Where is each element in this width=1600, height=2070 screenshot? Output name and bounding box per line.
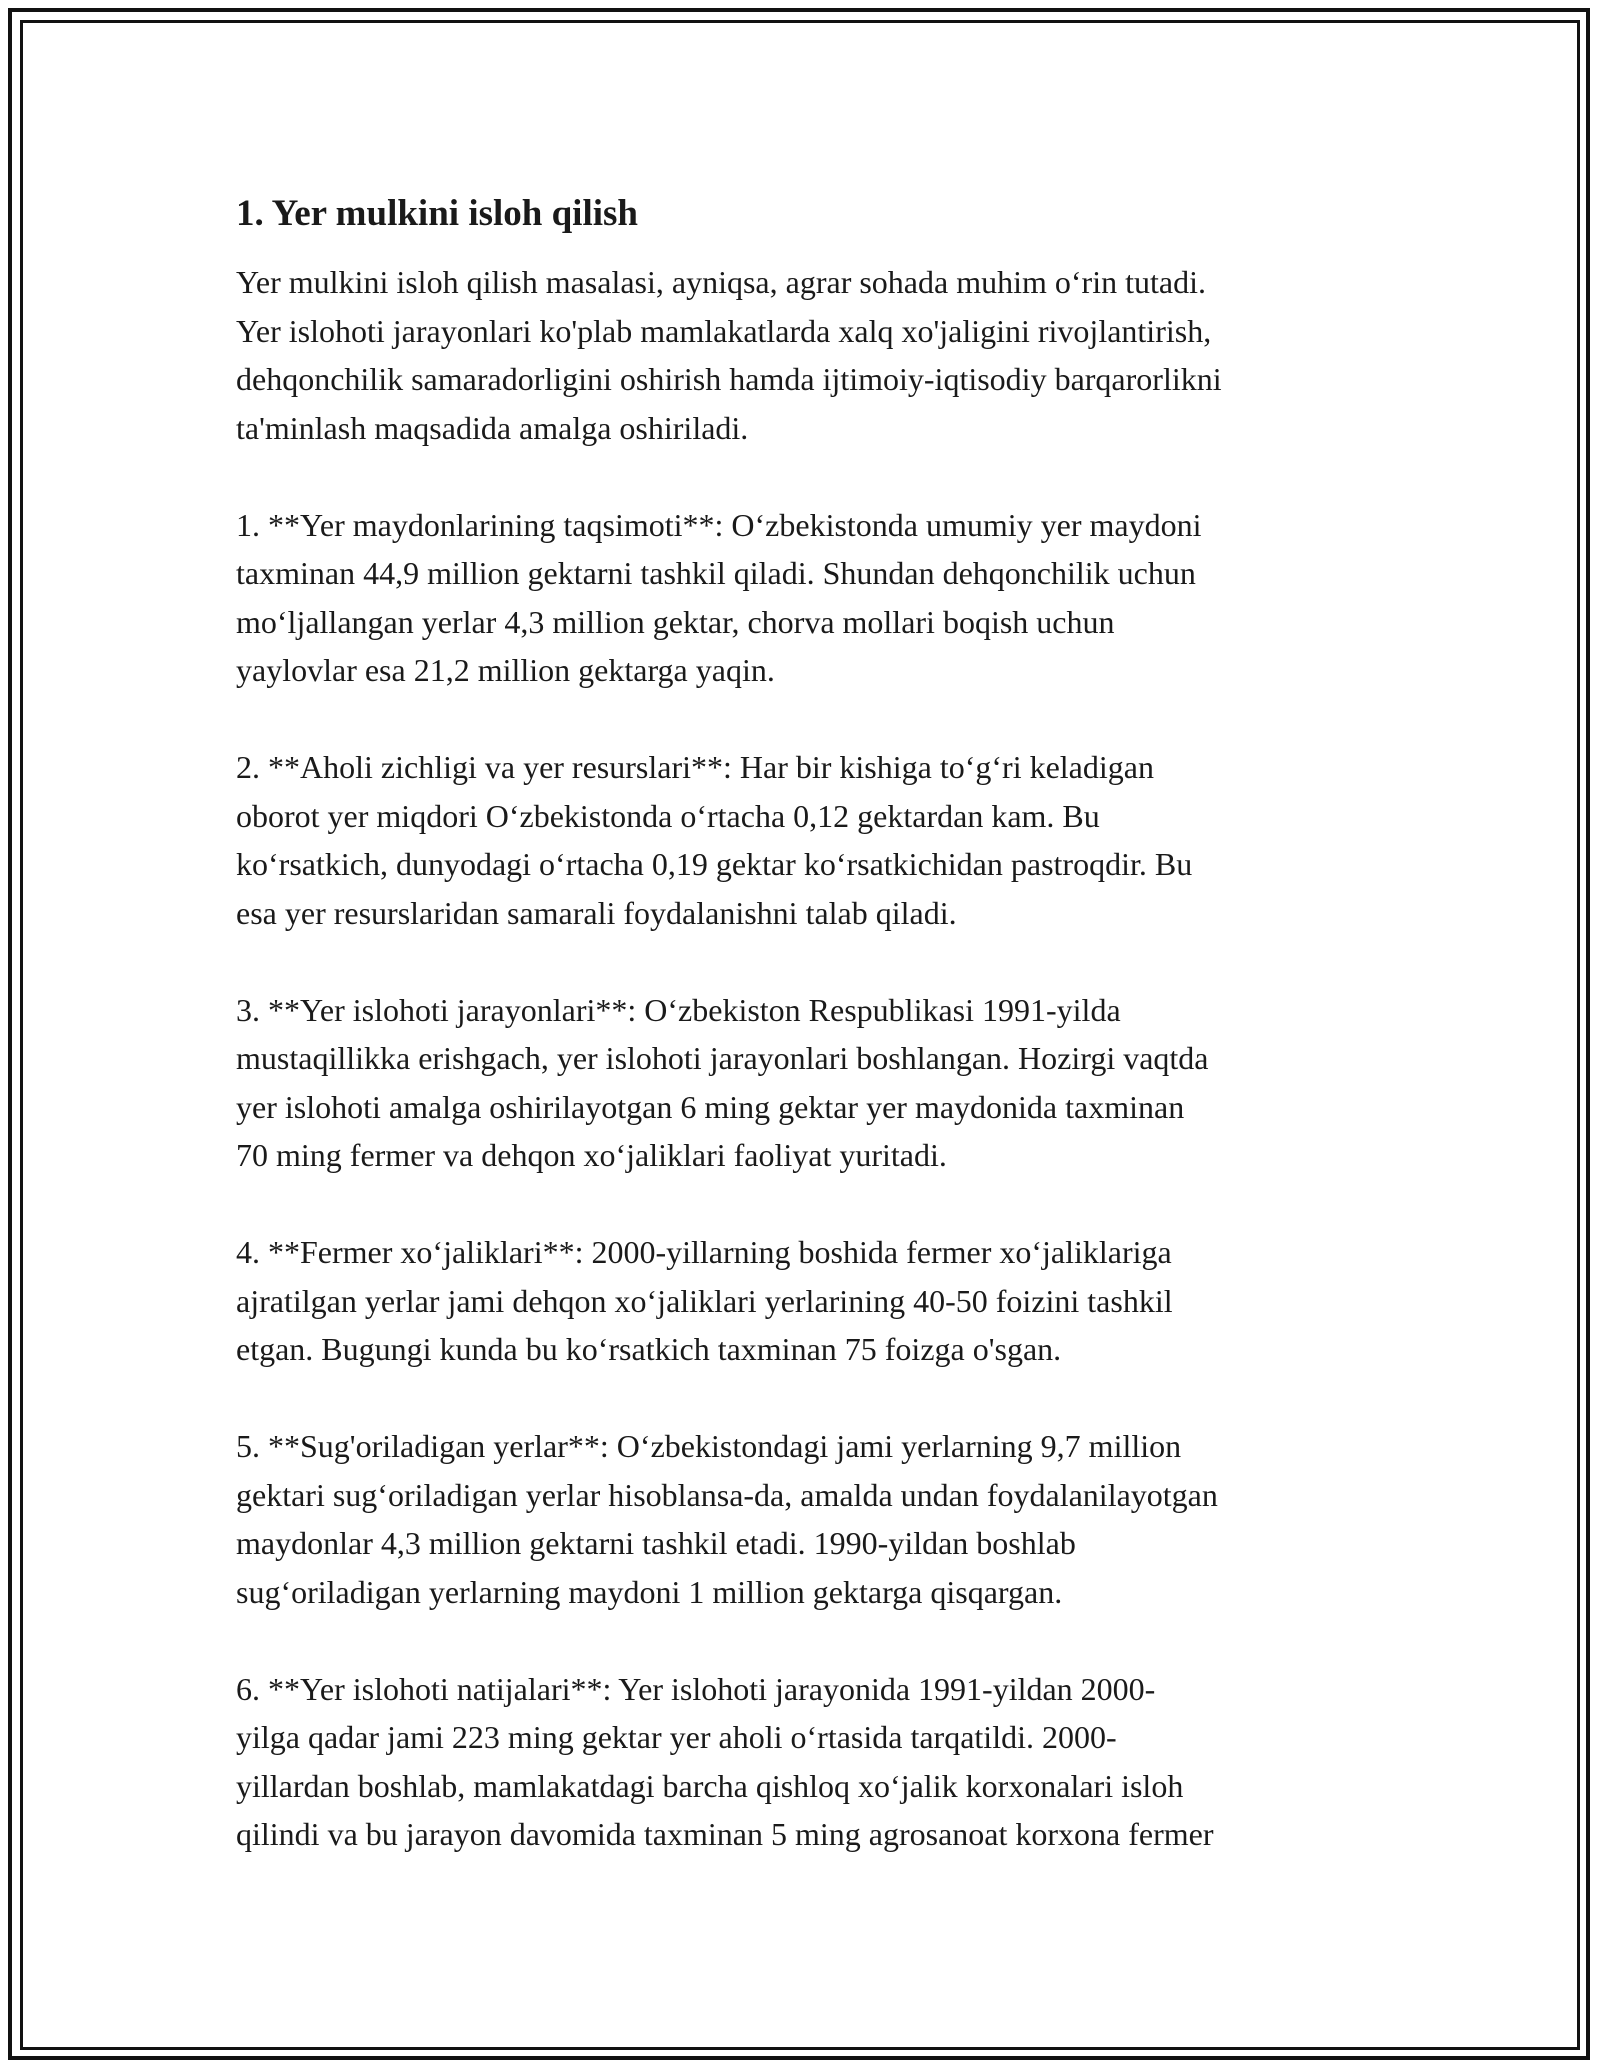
text-line: 1. **Yer maydonlarining taqsimoti**: O‘zbekistonda umumiy yer maydoni: [236, 506, 1202, 543]
text-line: 70 ming fermer va dehqon xo‘jaliklari faoliyat yuritadi.: [236, 1137, 947, 1173]
text-line: Yer mulkini isloh qilish masalasi, ayniqsa, agrar sohada muhim o‘rin tutadi.: [236, 264, 1206, 300]
list-item-reform-results: [236, 1665, 1386, 1859]
text-line: yer islohoti amalga oshirilayotgan 6 ming gektar yer maydonida taxminan: [236, 1088, 1185, 1125]
text-line: ko‘rsatkich, dunyodagi o‘rtacha 0,19 gektar ko‘rsatkichidan pastroqdir. Bu: [236, 846, 1193, 882]
list-item-irrigated-lands: [236, 1422, 1386, 1616]
list-item-land-distribution: [236, 501, 1386, 695]
text-line: yillardan boshlab, mamlakatdagi barcha qishloq xo‘jalik korxonalari isloh: [236, 1767, 1184, 1804]
text-line: dehqonchilik samaradorligini oshirish hamda ijtimoiy-iqtisodiy barqarorlikni: [236, 361, 1222, 397]
list-item-reform-processes: [236, 986, 1386, 1180]
text-line: yilga qadar jami 223 ming gektar yer aholi o‘rtasida tarqatildi. 2000-: [236, 1719, 1117, 1755]
text-line: oborot yer miqdori O‘zbekistonda o‘rtacha 0,12 gektardan kam. Bu: [236, 797, 1100, 834]
text-line: maydonlar 4,3 million gektarni tashkil etadi. 1990-yildan boshlab: [236, 1525, 1076, 1561]
text-line: taxminan 44,9 million gektarni tashkil qiladi. Shundan dehqonchilik uchun: [236, 555, 1196, 591]
list-item-population-density: [236, 743, 1386, 937]
list-item-farms: [236, 1228, 1386, 1374]
text-line: sug‘oriladigan yerlarning maydoni 1 million gektarga qisqargan.: [236, 1573, 1063, 1610]
text-line: ta'minlash maqsadida amalga oshiriladi.: [236, 409, 749, 446]
text-line: Yer islohoti jarayonlari ko'plab mamlakatlarda xalq xo'jaligini rivojlantirish,: [236, 312, 1212, 349]
text-line: mo‘ljallangan yerlar 4,3 million gektar, chorva mollari boqish uchun: [236, 603, 1115, 640]
section-heading: 1. Yer mulkini isloh qilish: [236, 193, 638, 234]
text-line: 3. **Yer islohoti jarayonlari**: O‘zbekiston Respublikasi 1991-yilda: [236, 991, 1121, 1028]
document-body: [236, 186, 1386, 1859]
text-line: qilindi va bu jarayon davomida taxminan 5 ming agrosanoat korxona fermer: [236, 1816, 1214, 1852]
text-line: 2. **Aholi zichligi va yer resurslari**: Har bir kishiga to‘g‘ri keladigan: [236, 749, 1154, 785]
text-line: ajratilgan yerlar jami dehqon xo‘jaliklari yerlarining 40-50 foizini tashkil: [236, 1282, 1173, 1319]
text-line: 4. **Fermer xo‘jaliklari**: 2000-yillarning boshida fermer xo‘jaliklariga: [236, 1234, 1172, 1270]
text-line: mustaqillikka erishgach, yer islohoti jarayonlari boshlangan. Hozirgi vaqtda: [236, 1040, 1209, 1076]
text-line: 5. **Sug'oriladigan yerlar**: O‘zbekistondagi jami yerlarning 9,7 million: [236, 1428, 1182, 1464]
text-line: 6. **Yer islohoti natijalari**: Yer islohoti jarayonida 1991-yildan 2000-: [236, 1670, 1156, 1707]
text-line: gektari sug‘oriladigan yerlar hisoblansa-da, amalda undan foydalanilayotgan: [236, 1476, 1218, 1513]
text-line: esa yer resurslaridan samarali foydalanishni talab qiladi.: [236, 894, 957, 931]
text-line: yaylovlar esa 21,2 million gektarga yaqin.: [236, 652, 775, 688]
text-line: etgan. Bugungi kunda bu ko‘rsatkich taxminan 75 foizga o'sgan.: [236, 1331, 1062, 1367]
intro-paragraph: [236, 258, 1386, 452]
